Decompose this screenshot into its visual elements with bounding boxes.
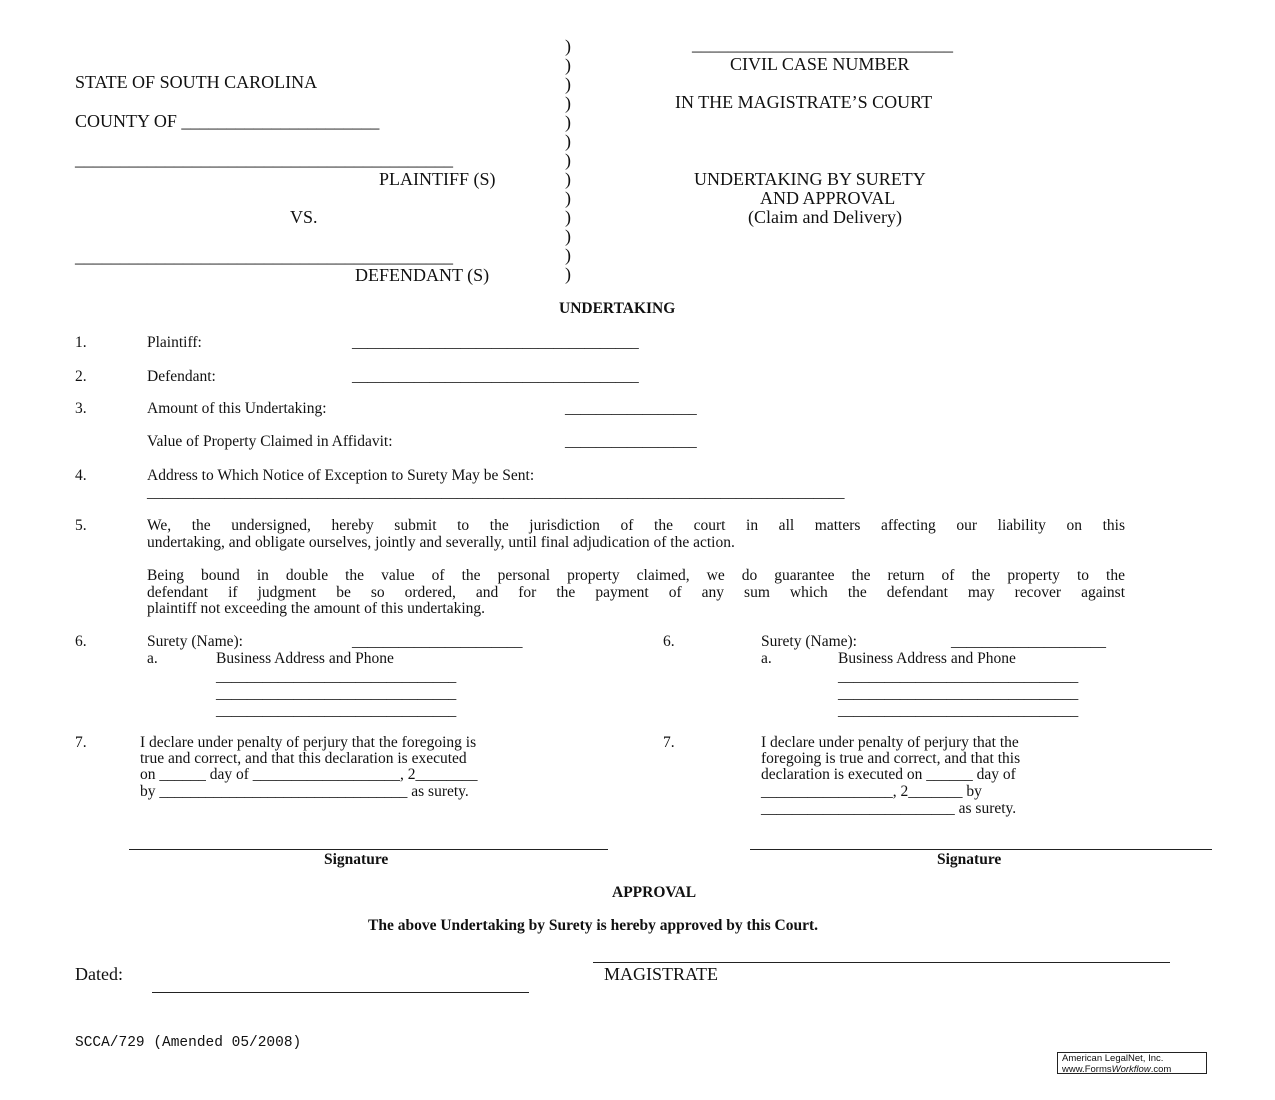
form-title-line1: UNDERTAKING BY SURETY [694,169,926,189]
property-value-label: Value of Property Claimed in Affidavit: [147,433,393,450]
item-6-number: 6. [663,633,675,650]
caption-paren: ) [565,36,571,56]
caption-paren: ) [565,169,571,189]
form-title-line2: AND APPROVAL [760,188,896,208]
defendant-line[interactable]: __________________________________________ [75,246,453,266]
business-address-input[interactable]: _______________________________ [838,702,1079,719]
dated-label: Dated: [75,964,123,984]
surety-name-label: Surety (Name): [147,633,243,650]
declaration-line: foregoing is true and correct, and that this [761,750,1021,767]
surety-name-input[interactable]: ______________________ [352,633,523,650]
declaration-surety-field[interactable]: _________________________ as surety. [761,800,1017,817]
guarantee-line: plaintiff not exceeding the amount of this undertaking. [147,600,486,617]
business-address-label: Business Address and Phone [838,650,1016,667]
declaration-line: true and correct, and that this declaration is executed [140,750,467,767]
form-subtitle: (Claim and Delivery) [748,207,902,227]
jurisdiction-line: We, the undersigned, hereby submit to the jurisdiction of the court in all matters affecting our liability on this [147,517,1125,534]
publisher-name: American LegalNet, Inc. [1062,1053,1164,1064]
approval-heading: APPROVAL [612,884,697,901]
item-7-number: 7. [663,734,675,751]
sub-item-a: a. [147,650,158,667]
surety-name-label: Surety (Name): [761,633,857,650]
caption-paren: ) [565,245,571,265]
plaintiff-label: Plaintiff: [147,334,202,351]
signature-line[interactable] [129,849,608,850]
caption-paren: ) [565,226,571,246]
item-4-number: 4. [75,467,87,484]
caption-paren: ) [565,112,571,132]
caption-paren: ) [565,74,571,94]
publisher-url-part: www.Forms [1062,1063,1112,1075]
item-3-number: 3. [75,400,87,417]
dated-line[interactable] [152,992,529,993]
publisher-url-part: .com [1150,1063,1172,1075]
court-label: IN THE MAGISTRATE’S COURT [675,92,933,112]
business-address-input[interactable]: _______________________________ [216,668,457,685]
plaintiff-label: PLAINTIFF (S) [379,169,496,189]
declaration-line: I declare under penalty of perjury that the foregoing is [140,734,477,751]
business-address-input[interactable]: _______________________________ [216,702,457,719]
signature-label: Signature [937,851,1002,868]
declaration-date-fields[interactable]: on ______ day of ___________________, 2________ [140,766,478,783]
vs-label: VS. [290,207,318,227]
declaration-line: I declare under penalty of perjury that the [761,734,1019,751]
caption-paren: ) [565,264,571,284]
case-number-label: CIVIL CASE NUMBER [730,54,910,74]
sub-item-a: a. [761,650,772,667]
magistrate-signature-line[interactable] [593,962,1170,963]
item-5-number: 5. [75,517,87,534]
magistrate-label: MAGISTRATE [604,964,719,984]
defendant-label: Defendant: [147,368,216,385]
caption-paren: ) [565,207,571,227]
caption-paren: ) [565,55,571,75]
plaintiff-input[interactable]: _____________________________________ [352,334,639,351]
amount-input[interactable]: _________________ [565,400,697,417]
plaintiff-line[interactable]: __________________________________________ [75,149,453,169]
approval-statement: The above Undertaking by Surety is hereby approved by this Court. [368,917,818,934]
surety-name-input[interactable]: ____________________ [951,633,1106,650]
property-value-input[interactable]: _________________ [565,433,697,450]
item-6-number: 6. [75,633,87,650]
caption-paren: ) [565,150,571,170]
item-2-number: 2. [75,368,87,385]
business-address-input[interactable]: _______________________________ [216,685,457,702]
publisher-url [1062,1065,1206,1076]
jurisdiction-paragraph [147,518,1125,551]
amount-label: Amount of this Undertaking: [147,400,327,417]
business-address-input[interactable]: _______________________________ [838,685,1079,702]
publisher-url-part: Workflow [1111,1063,1151,1075]
declaration-date-fields[interactable]: _________________, 2_______ by [761,783,982,800]
guarantee-line: Being bound in double the value of the personal property claimed, we do guarantee the return of the property to the [147,567,1125,584]
item-7-number: 7. [75,734,87,751]
notice-address-label: Address to Which Notice of Exception to Surety May be Sent: [147,467,535,484]
business-address-label: Business Address and Phone [216,650,394,667]
defendant-label: DEFENDANT (S) [355,265,490,285]
item-1-number: 1. [75,334,87,351]
caption-paren: ) [565,188,571,208]
notice-address-input[interactable]: __________________________________________________________________________________________ [147,484,845,501]
guarantee-line: defendant if judgment be so ordered, and for the payment of any sum which the defendant may recover against [147,583,1125,601]
declaration-date-fields[interactable]: declaration is executed on ______ day of [761,766,1016,783]
business-address-input[interactable]: _______________________________ [838,668,1079,685]
caption-paren: ) [565,93,571,113]
jurisdiction-line: undertaking, and obligate ourselves, jointly and severally, until final adjudication of the action. [147,533,735,551]
signature-line[interactable] [750,849,1212,850]
undertaking-heading: UNDERTAKING [559,300,676,317]
defendant-input[interactable]: _____________________________________ [352,368,639,385]
state-label: STATE OF SOUTH CAROLINA [75,72,318,92]
caption-paren: ) [565,131,571,151]
form-id: SCCA/729 (Amended 05/2008) [75,1035,302,1051]
guarantee-paragraph [147,568,1125,618]
declaration-surety-field[interactable]: by ________________________________ as surety. [140,783,469,800]
signature-label: Signature [324,851,389,868]
publisher-stamp [1057,1052,1207,1074]
case-number-line[interactable]: _____________________________ [692,34,953,54]
county-field[interactable]: COUNTY OF ______________________ [75,111,380,131]
